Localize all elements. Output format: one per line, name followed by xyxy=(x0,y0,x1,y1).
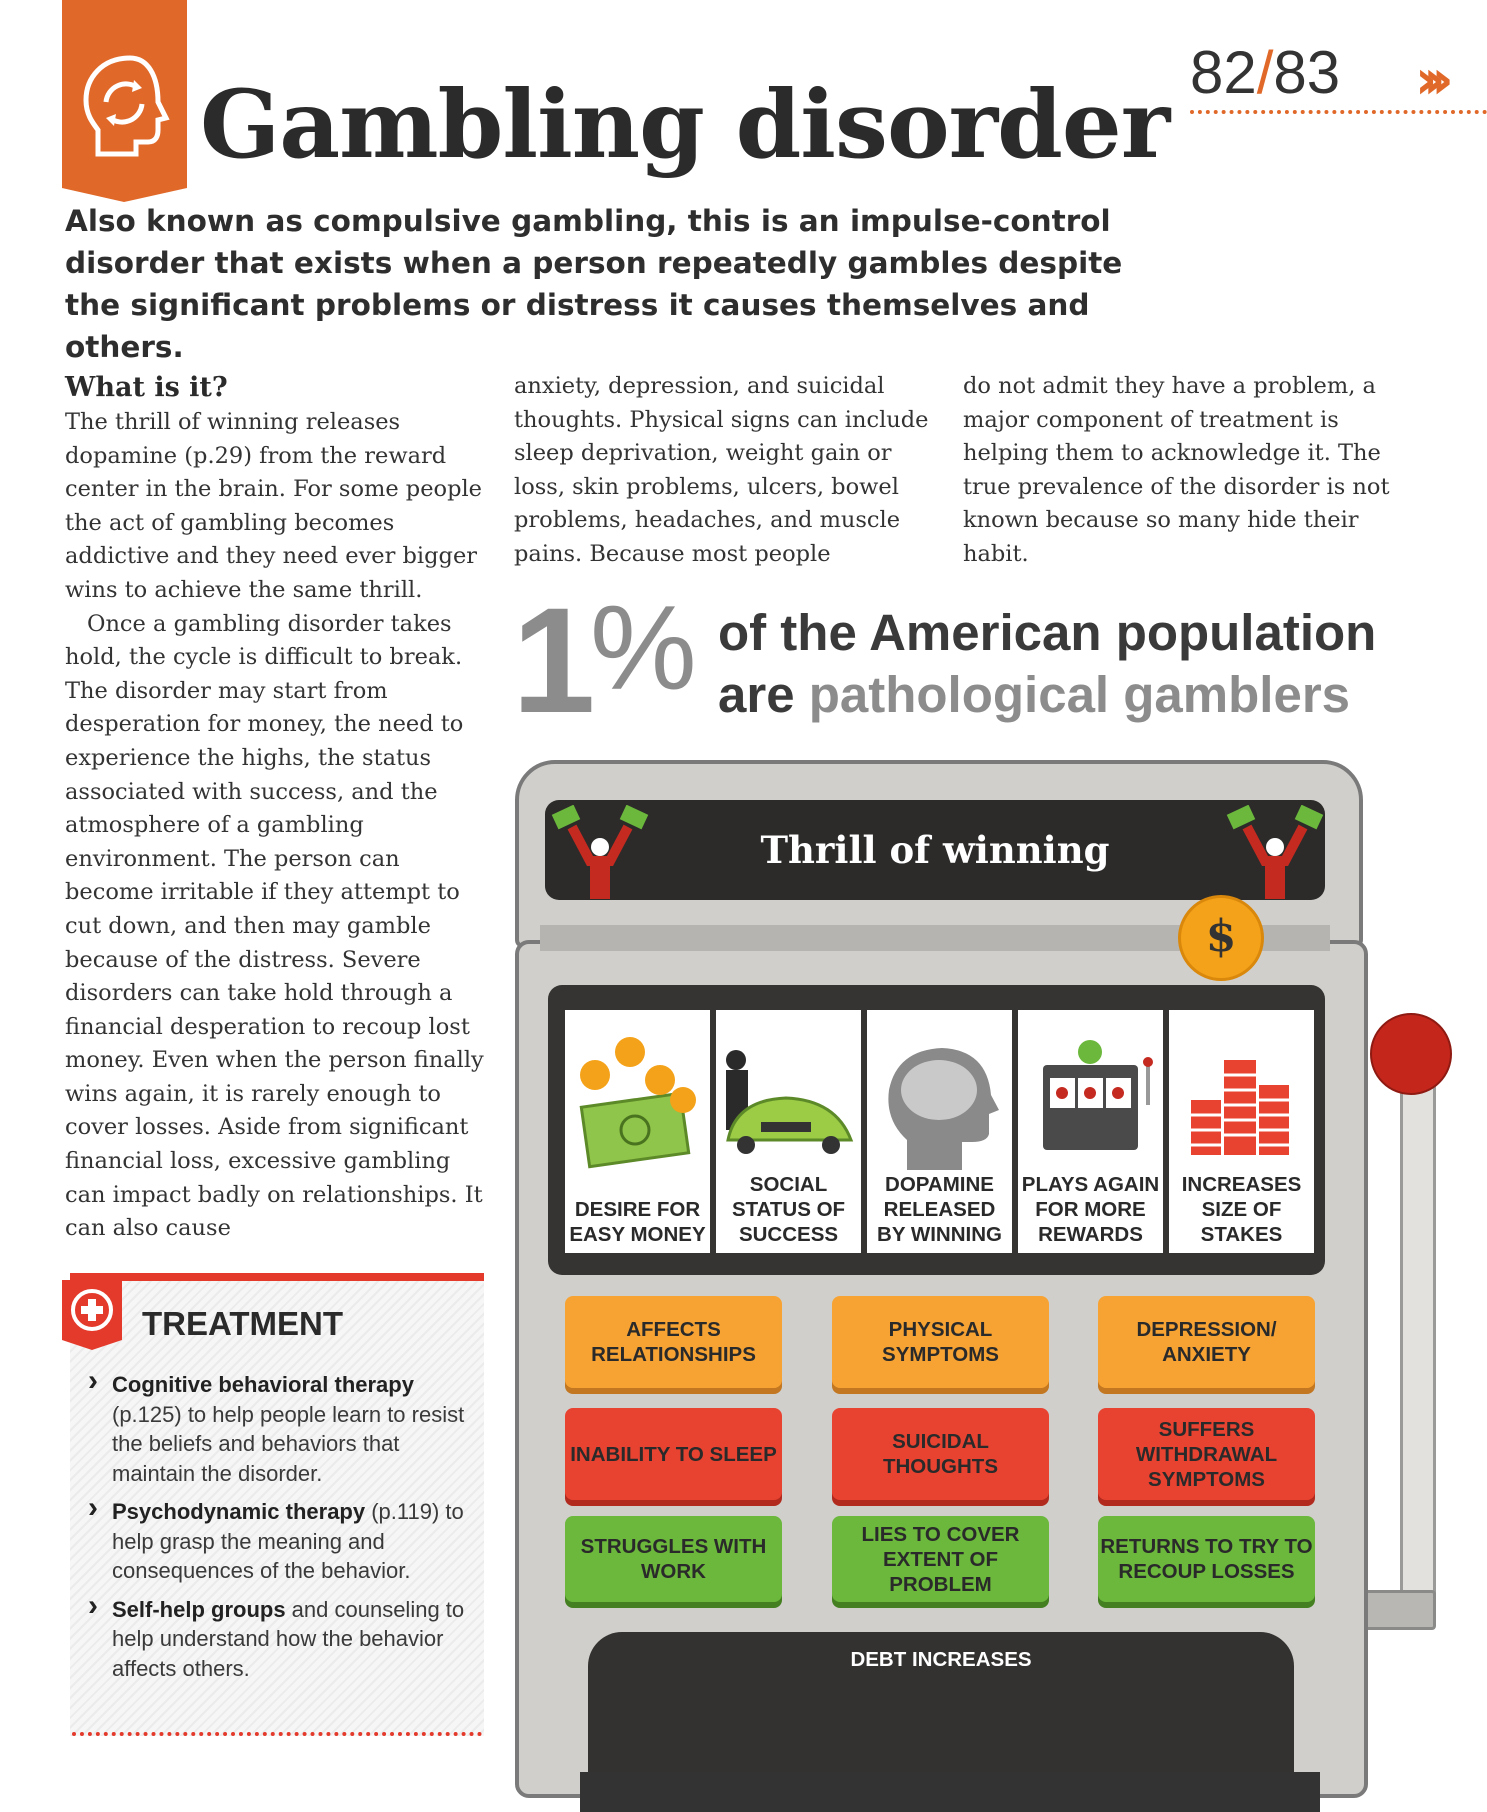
page-separator: / xyxy=(1256,39,1274,106)
intro-text: Also known as compulsive gambling, this is an impulse-control disorder that exists when a person repeatedly gambles despite the significant problems or distress it causes themselves and others. xyxy=(65,204,1123,364)
depression-anxiety-button[interactable]: DEPRESSION/ ANXIETY xyxy=(1098,1296,1315,1388)
page-right: 83 xyxy=(1273,39,1341,106)
medical-cross-icon xyxy=(62,1280,122,1340)
winner-figure-icon xyxy=(1225,805,1325,905)
paragraph-2: Once a gambling disorder takes hold, the cycle is difficult to break. The disorder may start from desperation for money, the need to experience the highs, the status associated with success, and the atmosphere of a gambling environment. The person can become irritable if they attempt to cut down, and then may gamble because of the distress. Severe disorders can take hold through a financial desperation to recoup lost money. Even when the person finally wins again, it is rarely enough to cover losses. Aside from significant financial loss, excessive gambling can impact badly on relationships. It can also cause xyxy=(65,610,484,1242)
affects-relationships-button[interactable]: AFFECTS RELATIONSHIPS xyxy=(565,1296,782,1388)
dotted-rule xyxy=(1190,110,1487,114)
page-numbers xyxy=(1190,38,1340,107)
withdrawal-symptoms-button[interactable]: SUFFERS WITHDRAWAL SYMPTOMS xyxy=(1098,1408,1315,1500)
stat-number: 1 xyxy=(512,576,590,744)
lies-to-cover-button[interactable]: LIES TO COVER EXTENT OF PROBLEM xyxy=(832,1516,1049,1602)
treatment-list xyxy=(88,1370,468,1692)
money-bag-icon xyxy=(565,1030,710,1180)
reel-dopamine: DOPAMINE RELEASED BY WINNING xyxy=(867,1010,1012,1253)
brain-head-icon xyxy=(867,1030,1012,1180)
suicidal-thoughts-button[interactable]: SUICIDAL THOUGHTS xyxy=(832,1408,1049,1500)
column-1 xyxy=(65,370,490,1246)
debt-label: DEBT INCREASES xyxy=(850,1648,1032,1671)
stat-line-2: are pathological gamblers xyxy=(718,666,1351,723)
lever-arm xyxy=(1400,1080,1436,1606)
returns-to-recoup-button[interactable]: RETURNS TO TRY TO RECOUP LOSSES xyxy=(1098,1516,1315,1602)
column-3: do not admit they have a problem, a major component of treatment is helping them to acknowledge it. The true prevalence of the disorder is not known because so many hide their habit. xyxy=(963,373,1390,567)
slot-machine-base xyxy=(580,1772,1320,1812)
treatment-item: › Psychodynamic therapy (p.119) to help grasp the meaning and consequences of the behavior. xyxy=(88,1497,468,1586)
section-heading: What is it? xyxy=(65,372,228,403)
reel-social-status: SOCIAL STATUS OF SUCCESS xyxy=(716,1010,861,1253)
sports-car-icon xyxy=(716,1030,861,1180)
page-left: 82 xyxy=(1190,39,1257,106)
page-title: Gambling disorder xyxy=(200,70,1170,180)
column-2: anxiety, depression, and suicidal thoughts. Physical signs can include sleep deprivation, weight gain or loss, skin problems, ulcers, bowel problems, headaches, and muscle pains. Because most people xyxy=(514,373,929,567)
inability-to-sleep-button[interactable]: INABILITY TO SLEEP xyxy=(565,1408,782,1500)
stat-line-1: of the American population xyxy=(718,604,1377,661)
reel-plays-again: PLAYS AGAIN FOR MORE REWARDS xyxy=(1018,1010,1163,1253)
treatment-item: › Cognitive behavioral therapy (p.125) to help people learn to resist the beliefs and behaviors that maintain the disorder. xyxy=(88,1370,468,1488)
lever-knob xyxy=(1370,1013,1452,1095)
lever-base xyxy=(1360,1590,1436,1630)
treatment-item: › Self-help groups and counseling to help understand how the behavior affects others. xyxy=(88,1595,468,1684)
physical-symptoms-button[interactable]: PHYSICAL SYMPTOMS xyxy=(832,1296,1049,1388)
reel-increases-stakes: INCREASES SIZE OF STAKES xyxy=(1169,1010,1314,1253)
banner-text: Thrill of winning xyxy=(760,828,1110,872)
struggles-with-work-button[interactable]: STRUGGLES WITH WORK xyxy=(565,1516,782,1602)
treatment-title: TREATMENT xyxy=(142,1305,344,1342)
reel-desire-for-easy-money: DESIRE FOR EASY MONEY xyxy=(565,1010,710,1253)
chip-stacks-icon xyxy=(1169,1030,1314,1180)
dotted-rule xyxy=(72,1732,482,1736)
dollar-coin-icon: $ xyxy=(1178,895,1264,981)
slot-machine-icon xyxy=(1018,1030,1163,1180)
winner-figure-icon xyxy=(550,805,650,905)
paragraph-1: The thrill of winning releases dopamine (p.29) from the reward center in the brain. For some people the act of gambling becomes addictive and they need ever bigger wins to achieve the same thrill. xyxy=(65,409,482,603)
chevrons-right-icon[interactable]: ››› xyxy=(1415,48,1440,111)
stat-percent: % xyxy=(590,581,697,715)
head-cycle-icon xyxy=(72,50,182,160)
